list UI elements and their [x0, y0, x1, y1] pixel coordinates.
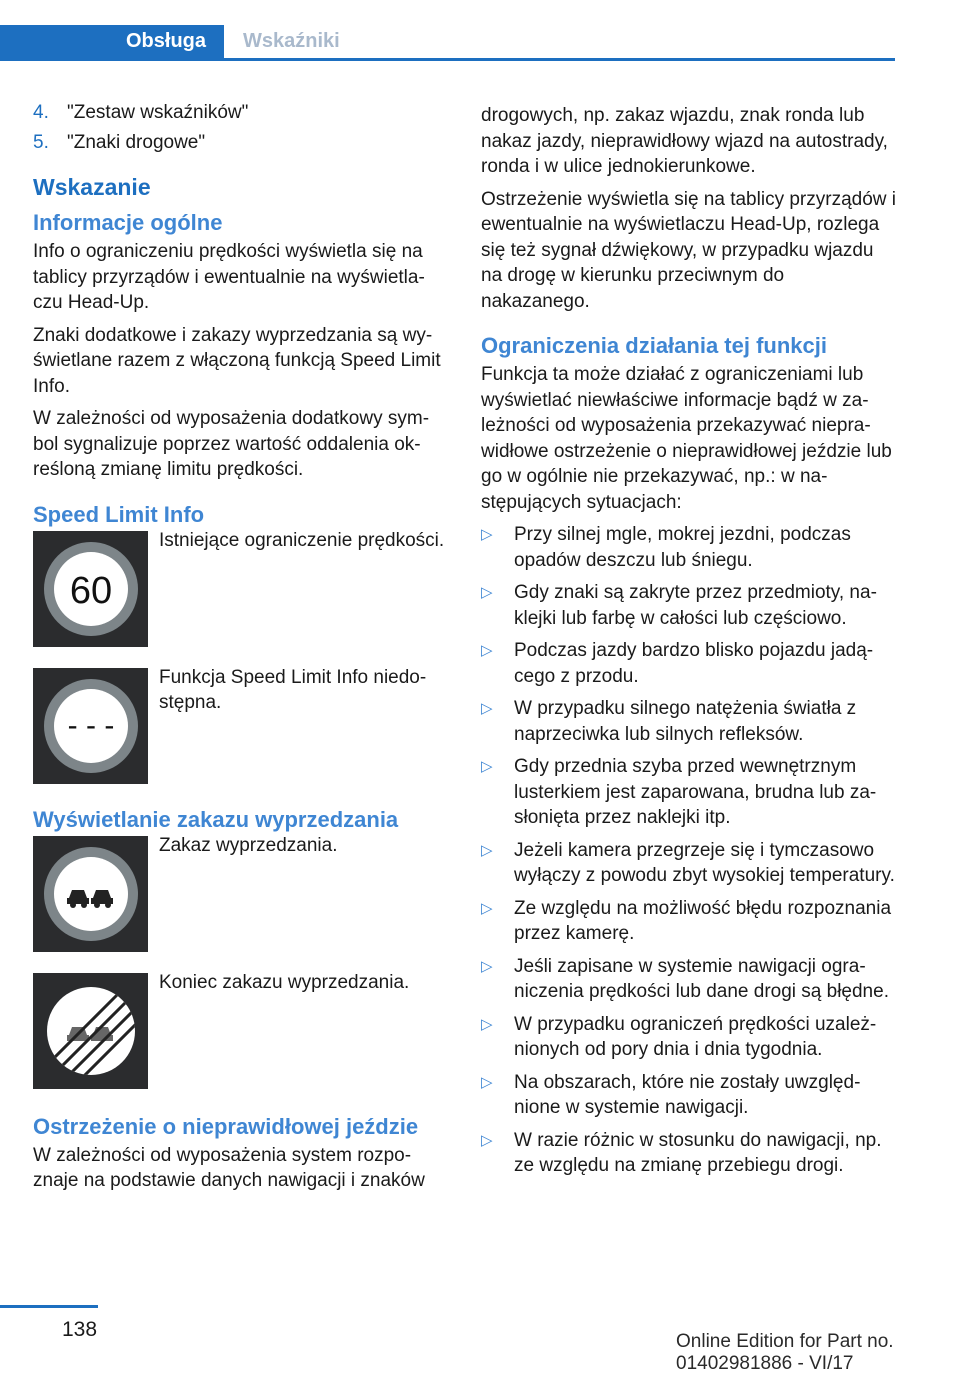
- sign-description: Zakaz wyprzedzania.: [159, 834, 338, 856]
- list-item: [481, 954, 896, 1005]
- list-item: [481, 1128, 896, 1179]
- paragraph: Funkcja ta może działać z ograniczeniami lub wyświetlać niewłaściwe informacje bądź w zależności od wyposażenia przekazywać nieprawidłowe ostrzeżenie o nieprawidłowej jeździe lub go w ogólnie nie przekazywać, np.: w następujących sytuacjach:: [481, 364, 892, 513]
- list-item: [481, 696, 896, 747]
- sign-row-60: [33, 531, 448, 647]
- list-item-text: Ze względu na możliwość błędu rozpoznania przez kamerę.: [514, 897, 892, 944]
- list-item-text: Gdy przednia szyba przed wewnętrznym lusterkiem jest zaparowana, brudna lub zasłonięta przez naklejki itp.: [514, 756, 877, 828]
- list-item-text: W razie różnic w stosunku do nawigacji, np. ze względu na zmianę przebiegu drogi.: [514, 1129, 882, 1176]
- triangle-bullet-icon: ▷: [481, 957, 493, 975]
- heading-wrong-way: Ostrzeżenie o nieprawidłowej jeździe: [33, 1113, 419, 1139]
- triangle-bullet-icon: ▷: [481, 1015, 493, 1033]
- list-item-text: W przypadku ograniczeń prędkości uzależnionych od pory dnia i dnia tygodnia.: [514, 1013, 877, 1060]
- list-item-text: Podczas jazdy bardzo blisko pojazdu jadącego z przodu.: [514, 640, 874, 687]
- limitations-list: [481, 522, 896, 1179]
- list-item-text: Przy silnej mgle, mokrej jezdni, podczas opadów deszczu lub śniegu.: [514, 524, 851, 571]
- paragraph: W zależności od wyposażenia system rozpoznaje na podstawie danych nawigacji i znaków: [33, 1144, 425, 1191]
- list-item: [481, 522, 896, 573]
- sign-row-end-no-overtaking: [33, 973, 448, 1089]
- list-item: [481, 838, 896, 889]
- heading-wskazanie: Wskazanie: [33, 174, 151, 200]
- triangle-bullet-icon: ▷: [481, 584, 493, 601]
- header-divider: [0, 58, 895, 61]
- list-item: [481, 896, 896, 947]
- triangle-bullet-icon: ▷: [481, 1073, 493, 1091]
- paragraph: Znaki dodatkowe i zakazy wyprzedzania są wyświetlane razem z włączoną funkcją Speed Limit Info.: [33, 324, 441, 397]
- triangle-bullet-icon: ▷: [481, 841, 493, 859]
- end-no-overtaking-sign-icon: [33, 973, 148, 1089]
- left-column: [33, 100, 448, 1201]
- speed-limit-unavailable-sign-icon: [33, 668, 148, 784]
- list-item: [481, 638, 896, 689]
- list-item-text: Jeśli zapisane w systemie nawigacji ograniczenia prędkości lub dane drogi są błędne.: [514, 955, 889, 1002]
- item-text: "Zestaw wskaźników": [67, 102, 249, 123]
- triangle-bullet-icon: ▷: [481, 1131, 493, 1149]
- page-number-divider: [0, 1305, 98, 1308]
- header-tabs: [0, 25, 895, 61]
- sign-dash-value: - - -: [67, 708, 115, 742]
- sign-60-value: 60: [69, 569, 113, 612]
- triangle-bullet-icon: ▷: [481, 642, 493, 659]
- item-number: 4.: [33, 102, 49, 123]
- heading-limitations: Ograniczenia działania tej funkcji: [481, 333, 827, 358]
- numbered-item: [33, 130, 448, 156]
- sign-description: Istniejące ograniczenie prędkości.: [159, 529, 445, 551]
- sign-description: Funkcja Speed Limit Info niedostępna.: [159, 666, 427, 713]
- list-item: [481, 580, 896, 631]
- paragraph: Info o ograniczeniu prędkości wyświetla się na tablicy przyrządów i ewentualnie na wyświetlaczu Head-Up.: [33, 241, 425, 313]
- edition-footer: Online Edition for Part no. 01402981886 - VI/17: [676, 1331, 894, 1374]
- tab-obsluga[interactable]: Obsługa: [0, 25, 224, 58]
- sign-description: Koniec zakazu wyprzedzania.: [159, 971, 410, 993]
- paragraph: Ostrzeżenie wyświetla się na tablicy przyrządów i ewentualnie na wyświetlaczu Head-Up, rozlega się też sygnał dźwiękowy, w przypadku wjazdu na drogę w kierunku przeciwnym do nakazanego.: [481, 188, 896, 312]
- no-overtaking-sign-icon: [33, 836, 148, 952]
- heading-informacje-ogolne: Informacje ogólne: [33, 210, 223, 235]
- item-text: "Znaki drogowe": [67, 131, 206, 153]
- list-item-text: Na obszarach, które nie zostały uwzględnione w systemie nawigacji.: [514, 1071, 861, 1118]
- paragraph: drogowych, np. zakaz wjazdu, znak ronda lub nakaz jazdy, nieprawidłowy wjazd na autostrady, ronda i w ulice jednokierunkowe.: [481, 105, 888, 177]
- list-item-text: W przypadku silnego natężenia światła z naprzeciwka lub silnych refleksów.: [514, 698, 857, 745]
- triangle-bullet-icon: ▷: [481, 899, 493, 917]
- numbered-item: [33, 100, 448, 126]
- triangle-bullet-icon: ▷: [481, 700, 493, 717]
- list-item: [481, 1070, 896, 1121]
- sign-row-unavailable: [33, 668, 448, 784]
- tab-wskazniki[interactable]: Wskaźniki: [243, 30, 340, 52]
- list-item-text: Jeżeli kamera przegrzeje się i tymczasowo wyłączy z powodu zbyt wysokiej temperatury.: [514, 839, 895, 886]
- right-column: [481, 103, 896, 1186]
- list-item: [481, 754, 896, 831]
- heading-overtaking: Wyświetlanie zakazu wyprzedzania: [33, 806, 399, 832]
- sign-row-no-overtaking: [33, 836, 448, 952]
- item-number: 5.: [33, 131, 49, 153]
- list-item-text: Gdy znaki są zakryte przez przedmioty, naklejki lub farbę w całości lub częściowo.: [514, 582, 877, 629]
- triangle-bullet-icon: ▷: [481, 526, 493, 543]
- list-item: [481, 1012, 896, 1063]
- speed-limit-60-sign-icon: [33, 531, 148, 647]
- page-number: 138: [62, 1318, 98, 1341]
- heading-speed-limit-info: Speed Limit Info: [33, 501, 205, 527]
- triangle-bullet-icon: ▷: [481, 758, 493, 775]
- paragraph: W zależności od wyposażenia dodatkowy symbol sygnalizuje poprzez wartość oddalenia określoną zmianę limitu prędkości.: [33, 408, 430, 480]
